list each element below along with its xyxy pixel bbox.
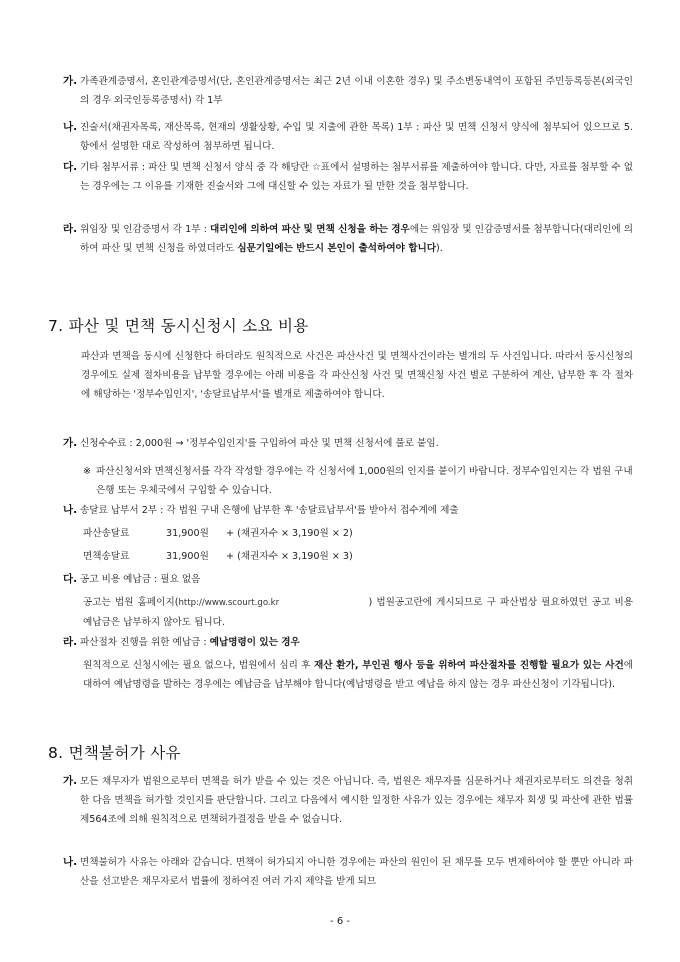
list-marker: 가.	[63, 75, 78, 87]
note-text: 파산신청서와 면책신청서를 각각 작성할 경우에는 각 신청서에 1,000원의 인지를 붙이기 바랍니다. 정부수입인지는 각 법원 구내 은행 또는 우체국에서 구입할 수 있습니다.	[96, 466, 633, 496]
list-marker: 다.	[63, 573, 78, 585]
fee-label: 파산송달료	[83, 528, 130, 539]
list-text: 면책불허가 사유는 아래와 같습니다. 면책이 허가되지 아니한 경우에는 파산의 원인이 된 채무를 모두 변제하여야 할 뿐만 아니라 파산을 선고받은 채무자로서 법률에 정하여진 여러 가지 제약을 받게 되므	[80, 857, 633, 887]
list-marker: 나.	[63, 121, 78, 133]
list-marker: 나.	[63, 856, 78, 868]
list-text: 가족관계증명서, 혼인관계증명서(단, 혼인관계증명서는 최근 2년 이내 이혼한 경우) 및 주소변동내역이 포함된 주민등록등본(외국인의 경우 외국인등록증명서) 각 1부	[80, 76, 633, 106]
list-marker: 라.	[63, 636, 78, 648]
list-marker: 가.	[63, 775, 78, 787]
list-marker: 가.	[63, 437, 78, 449]
reason-item-ga	[63, 772, 633, 829]
list-item-ra	[63, 220, 633, 258]
section-8-heading: 8. 면책불허가 사유	[48, 744, 181, 762]
section-7-heading: 7. 파산 및 면책 동시신청시 소요 비용	[48, 317, 309, 335]
fee-item-ra	[63, 633, 633, 652]
list-text: 기타 첨부서류 : 파산 및 면책 신청서 양식 중 각 해당란 ☆표에서 설명하는 첨부서류를 제출하여야 합니다. 다만, 자료를 첨부할 수 없는 경우에는 그 이유를 기재한 진술서와 그에 대신할 수 있는 자료가 될 만한 것을 첨부합니다.	[80, 162, 633, 192]
list-marker: 다.	[63, 161, 78, 173]
section-7-intro: 파산과 면책을 동시에 신청한다 하더라도 원칙적으로 사건은 파산사건 및 면책사건이라는 별개의 두 사건입니다. 따라서 동시신청의 경우에도 실제 절차비용을 납부할 경우에는 아래 비용을 각 파산신청 사건 및 면책신청 사건 별로 구분하여 계산, 납부한 후 각 절차에 해당하는 '정부수입인지', '송달료납부서'를 별개로 제출하여야 합니다.	[81, 351, 633, 400]
list-item-da	[63, 158, 633, 196]
list-text: 위임장 및 인감증명서 각 1부 : 대리인에 의하여 파산 및 면책 신청을 하는 경우에는 위임장 및 인감증명서를 첨부합니다(대리인에 의하여 파산 및 면책 신청을 하였더라도 심문기일에는 반드시 본인이 출석하여야 합니다).	[80, 224, 633, 254]
fee-item-ga	[63, 434, 633, 453]
fee-item-da	[63, 570, 633, 589]
stamp-note	[83, 462, 633, 500]
list-text: 신청수수료 : 2,000원 → '정부수입인지'를 구입하여 파산 및 면책 신청서에 풀로 붙임.	[80, 438, 439, 449]
list-item-na	[63, 118, 633, 156]
fee-formula: + (채권자수 × 3,190원 × 2)	[226, 528, 353, 539]
list-item-ga	[63, 72, 633, 110]
list-marker: 라.	[63, 223, 78, 235]
fee-row-bankruptcy	[83, 524, 353, 543]
court-website-link[interactable]: http://www.scourt.go.kr	[178, 598, 280, 608]
note-mark: ※	[83, 466, 92, 477]
notice-detail: 공고는 법원 홈페이지(http://www.scourt.go.kr ) 법원공고란에 게시되므로 구 파산법상 필요하였던 공고 비용 예납금은 납부하지 않아도 됩니다.	[83, 593, 633, 632]
reason-item-na	[63, 853, 633, 891]
list-text: 공고 비용 예납금 : 필요 없음	[80, 574, 201, 585]
fee-item-na	[63, 501, 633, 520]
fee-row-discharge	[83, 547, 353, 566]
list-text: 모든 채무자가 법원으로부터 면책을 허가 받을 수 있는 것은 아닙니다. 즉, 법원은 채무자를 심문하거나 채권자로부터도 의견을 청취한 다음 면책을 허가할 것인지를 판단합니다. 그리고 다음에서 예시한 일정한 사유가 있는 경우에는 채무자 회생 및 파산에 관한 법률 제564조에 의해 원칙적으로 면책허가결정을 받을 수 없습니다.	[80, 776, 633, 825]
fee-amount: 31,900원	[166, 551, 209, 562]
list-text: 송달료 납부서 2부 : 각 법원 구내 은행에 납부한 후 '송달료납부서'를 받아서 접수계에 제출	[80, 505, 459, 516]
list-text: 진술서(채권자목록, 재산목록, 현재의 생활상황, 수입 및 지출에 관한 목록) 1부 : 파산 및 면책 신청서 양식에 첨부되어 있으므로 5.항에서 설명한 대로 작성하여 첨부하면 됩니다.	[80, 122, 633, 152]
list-text: 파산절차 진행을 위한 예납금 : 예납명령이 있는 경우	[80, 637, 300, 648]
fee-amount: 31,900원	[166, 528, 209, 539]
fee-label: 면책송달료	[83, 551, 130, 562]
fee-formula: + (채권자수 × 3,190원 × 3)	[226, 551, 353, 562]
page-number: - 6 -	[330, 916, 350, 927]
list-marker: 나.	[63, 504, 78, 516]
deposit-detail: 원칙적으로 신청시에는 필요 없으나, 법원에서 심리 후 재산 환가, 부인권 행사 등을 위하여 파산절차를 진행할 필요가 있는 사건에 대하여 예납명령을 발하는 경우에는 예납금을 납부해야 합니다(예납명령을 받고 예납을 하지 않는 경우 파산신청이 기각됩니다).	[83, 660, 633, 690]
